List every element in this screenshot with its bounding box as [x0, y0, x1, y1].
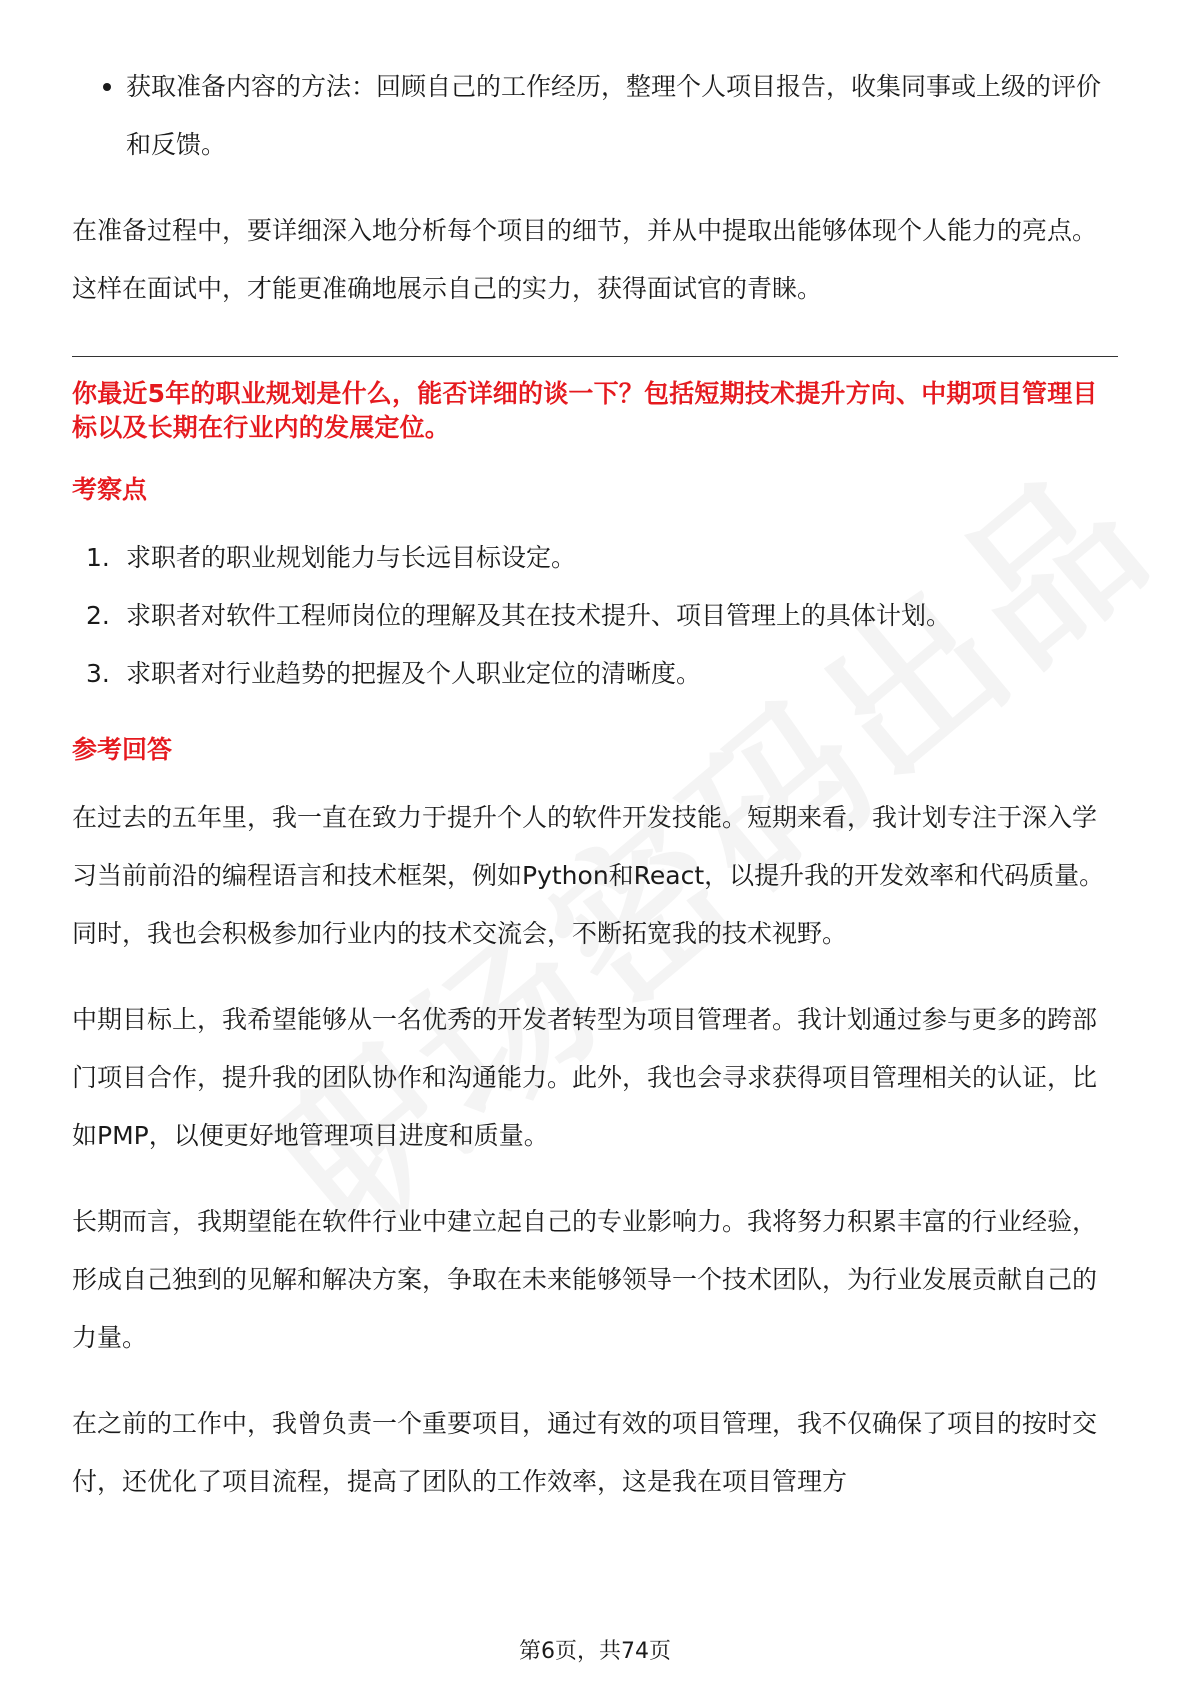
answer-paragraph: 在之前的工作中，我曾负责一个重要项目，通过有效的项目管理，我不仅确保了项目的按时交付，还优化了项目流程，提高了团队的工作效率，这是我在项目管理方	[72, 1409, 1098, 1496]
intro-bullet-text: 获取准备内容的方法：回顾自己的工作经历，整理个人项目报告，收集同事或上级的评价和反馈。	[126, 72, 1102, 159]
assessment-heading: 考察点	[72, 475, 148, 504]
answer-paragraph: 中期目标上，我希望能够从一名优秀的开发者转型为项目管理者。我计划通过参与更多的跨部门项目合作，提升我的团队协作和沟通能力。此外，我也会寻求获得项目管理相关的认证，比如PMP，以便更好地管理项目进度和质量。	[72, 1005, 1098, 1150]
page-content	[72, 58, 1118, 1511]
assessment-item	[72, 529, 1118, 587]
answer-heading: 参考回答	[72, 735, 173, 764]
assessment-item	[72, 587, 1118, 645]
page-footer: 第6页，共74页	[519, 1639, 671, 1664]
assessment-item-text: 求职者对行业趋势的把握及个人职业定位的清晰度。	[126, 659, 702, 688]
assessment-item	[72, 645, 1118, 703]
question-title: 你最近5年的职业规划是什么，能否详细的谈一下？包括短期技术提升方向、中期项目管理目标以及长期在行业内的发展定位。	[72, 379, 1098, 442]
assessment-item-number: 1.	[86, 543, 110, 572]
assessment-list	[72, 529, 1118, 703]
assessment-item-number: 2.	[86, 601, 110, 630]
assessment-item-text: 求职者对软件工程师岗位的理解及其在技术提升、项目管理上的具体计划。	[126, 601, 952, 630]
answer-paragraph: 长期而言，我期望能在软件行业中建立起自己的专业影响力。我将努力积累丰富的行业经验，形成自己独到的见解和解决方案，争取在未来能够领导一个技术团队，为行业发展贡献自己的力量。	[72, 1207, 1098, 1352]
bullet-dot-icon	[103, 83, 111, 91]
section-divider	[72, 356, 1118, 357]
assessment-item-number: 3.	[86, 659, 110, 688]
assessment-item-text: 求职者的职业规划能力与长远目标设定。	[126, 543, 577, 572]
intro-paragraph: 在准备过程中，要详细深入地分析每个项目的细节，并从中提取出能够体现个人能力的亮点。这样在面试中，才能更准确地展示自己的实力，获得面试官的青睐。	[72, 216, 1098, 303]
intro-bullet-item	[72, 58, 1118, 174]
answer-paragraph: 在过去的五年里，我一直在致力于提升个人的软件开发技能。短期来看，我计划专注于深入学习当前前沿的编程语言和技术框架，例如Python和React，以提升我的开发效率和代码质量。同时，我也会积极参加行业内的技术交流会，不断拓宽我的技术视野。	[72, 803, 1105, 948]
